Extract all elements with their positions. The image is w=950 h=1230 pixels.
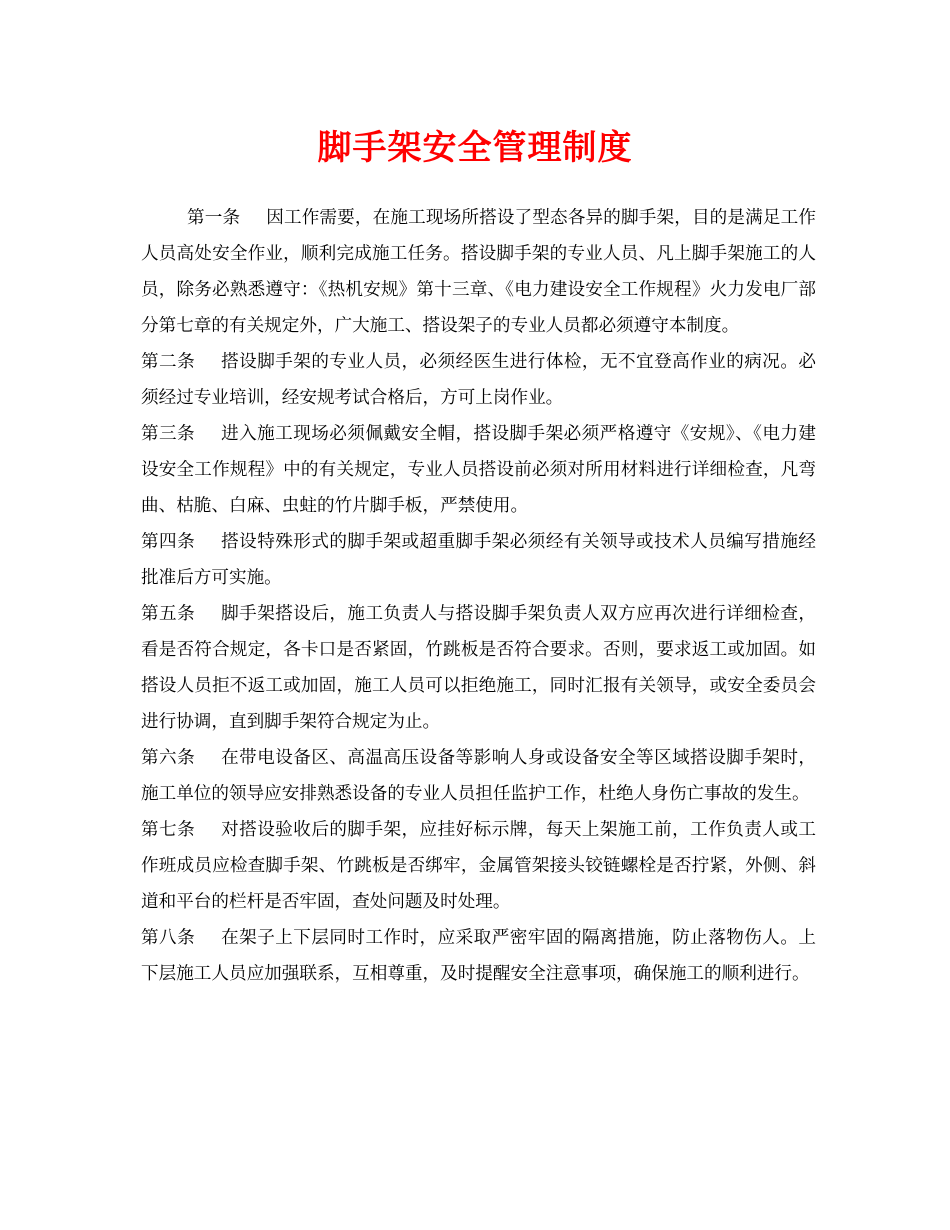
article-text: 在架子上下层同时工作时，应采取严密牢固的隔离措施，防止落物伤人。上下层施工人员应加强联系，互相尊重，及时提醒安全注意事项，确保施工的顺利进行。	[141, 928, 816, 984]
article-number: 第八条	[141, 928, 196, 948]
article-number: 第二条	[141, 352, 196, 372]
article-number: 第一条	[187, 208, 241, 228]
article-5	[141, 596, 816, 740]
article-text: 脚手架搭设后，施工负责人与搭设脚手架负责人双方应再次进行详细检查，看是否符合规定，各卡口是否紧固，竹跳板是否符合要求。否则，要求返工或加固。如搭设人员拒不返工或加固，施工人员可以拒绝施工，同时汇报有关领导，或安全委员会进行协调，直到脚手架符合规定为止。	[141, 604, 816, 732]
article-text: 在带电设备区、高温高压设备等影响人身或设备安全等区域搭设脚手架时，施工单位的领导应安排熟悉设备的专业人员担任监护工作，杜绝人身伤亡事故的发生。	[141, 748, 816, 804]
article-number: 第六条	[141, 748, 196, 768]
article-text: 因工作需要，在施工现场所搭设了型态各异的脚手架，目的是满足工作人员高处安全作业，顺利完成施工任务。搭设脚手架的专业人员、凡上脚手架施工的人员，除务必熟悉遵守：《热机安规》第十三章、《电力建设安全工作规程》火力发电厂部分第七章的有关规定外，广大施工、搭设架子的专业人员都必须遵守本制度。	[141, 208, 816, 336]
article-number: 第三条	[141, 424, 196, 444]
article-1	[141, 200, 816, 344]
article-7	[141, 812, 816, 920]
article-text: 搭设脚手架的专业人员，必须经医生进行体检，无不宜登高作业的病况。必须经过专业培训，经安规考试合格后，方可上岗作业。	[141, 352, 816, 408]
article-4	[141, 524, 816, 596]
document-body	[141, 200, 816, 992]
article-number: 第四条	[141, 532, 196, 552]
article-text: 进入施工现场必须佩戴安全帽，搭设脚手架必须严格遵守《安规》、《电力建设安全工作规程》中的有关规定，专业人员搭设前必须对所用材料进行详细检查，凡弯曲、枯脆、白麻、虫蛀的竹片脚手板，严禁使用。	[141, 424, 816, 516]
article-text: 搭设特殊形式的脚手架或超重脚手架必须经有关领导或技术人员编写措施经批准后方可实施。	[141, 532, 816, 588]
article-3	[141, 416, 816, 524]
article-6	[141, 740, 816, 812]
article-2	[141, 344, 816, 416]
article-number: 第七条	[141, 820, 196, 840]
article-number: 第五条	[141, 604, 196, 624]
document-title: 脚手架安全管理制度	[317, 128, 633, 168]
article-text: 对搭设验收后的脚手架，应挂好标示牌，每天上架施工前，工作负责人或工作班成员应检查脚手架、竹跳板是否绑牢，金属管架接头铰链螺栓是否拧紧，外侧、斜道和平台的栏杆是否牢固，查处问题及时处理。	[141, 820, 816, 912]
article-8	[141, 920, 816, 992]
